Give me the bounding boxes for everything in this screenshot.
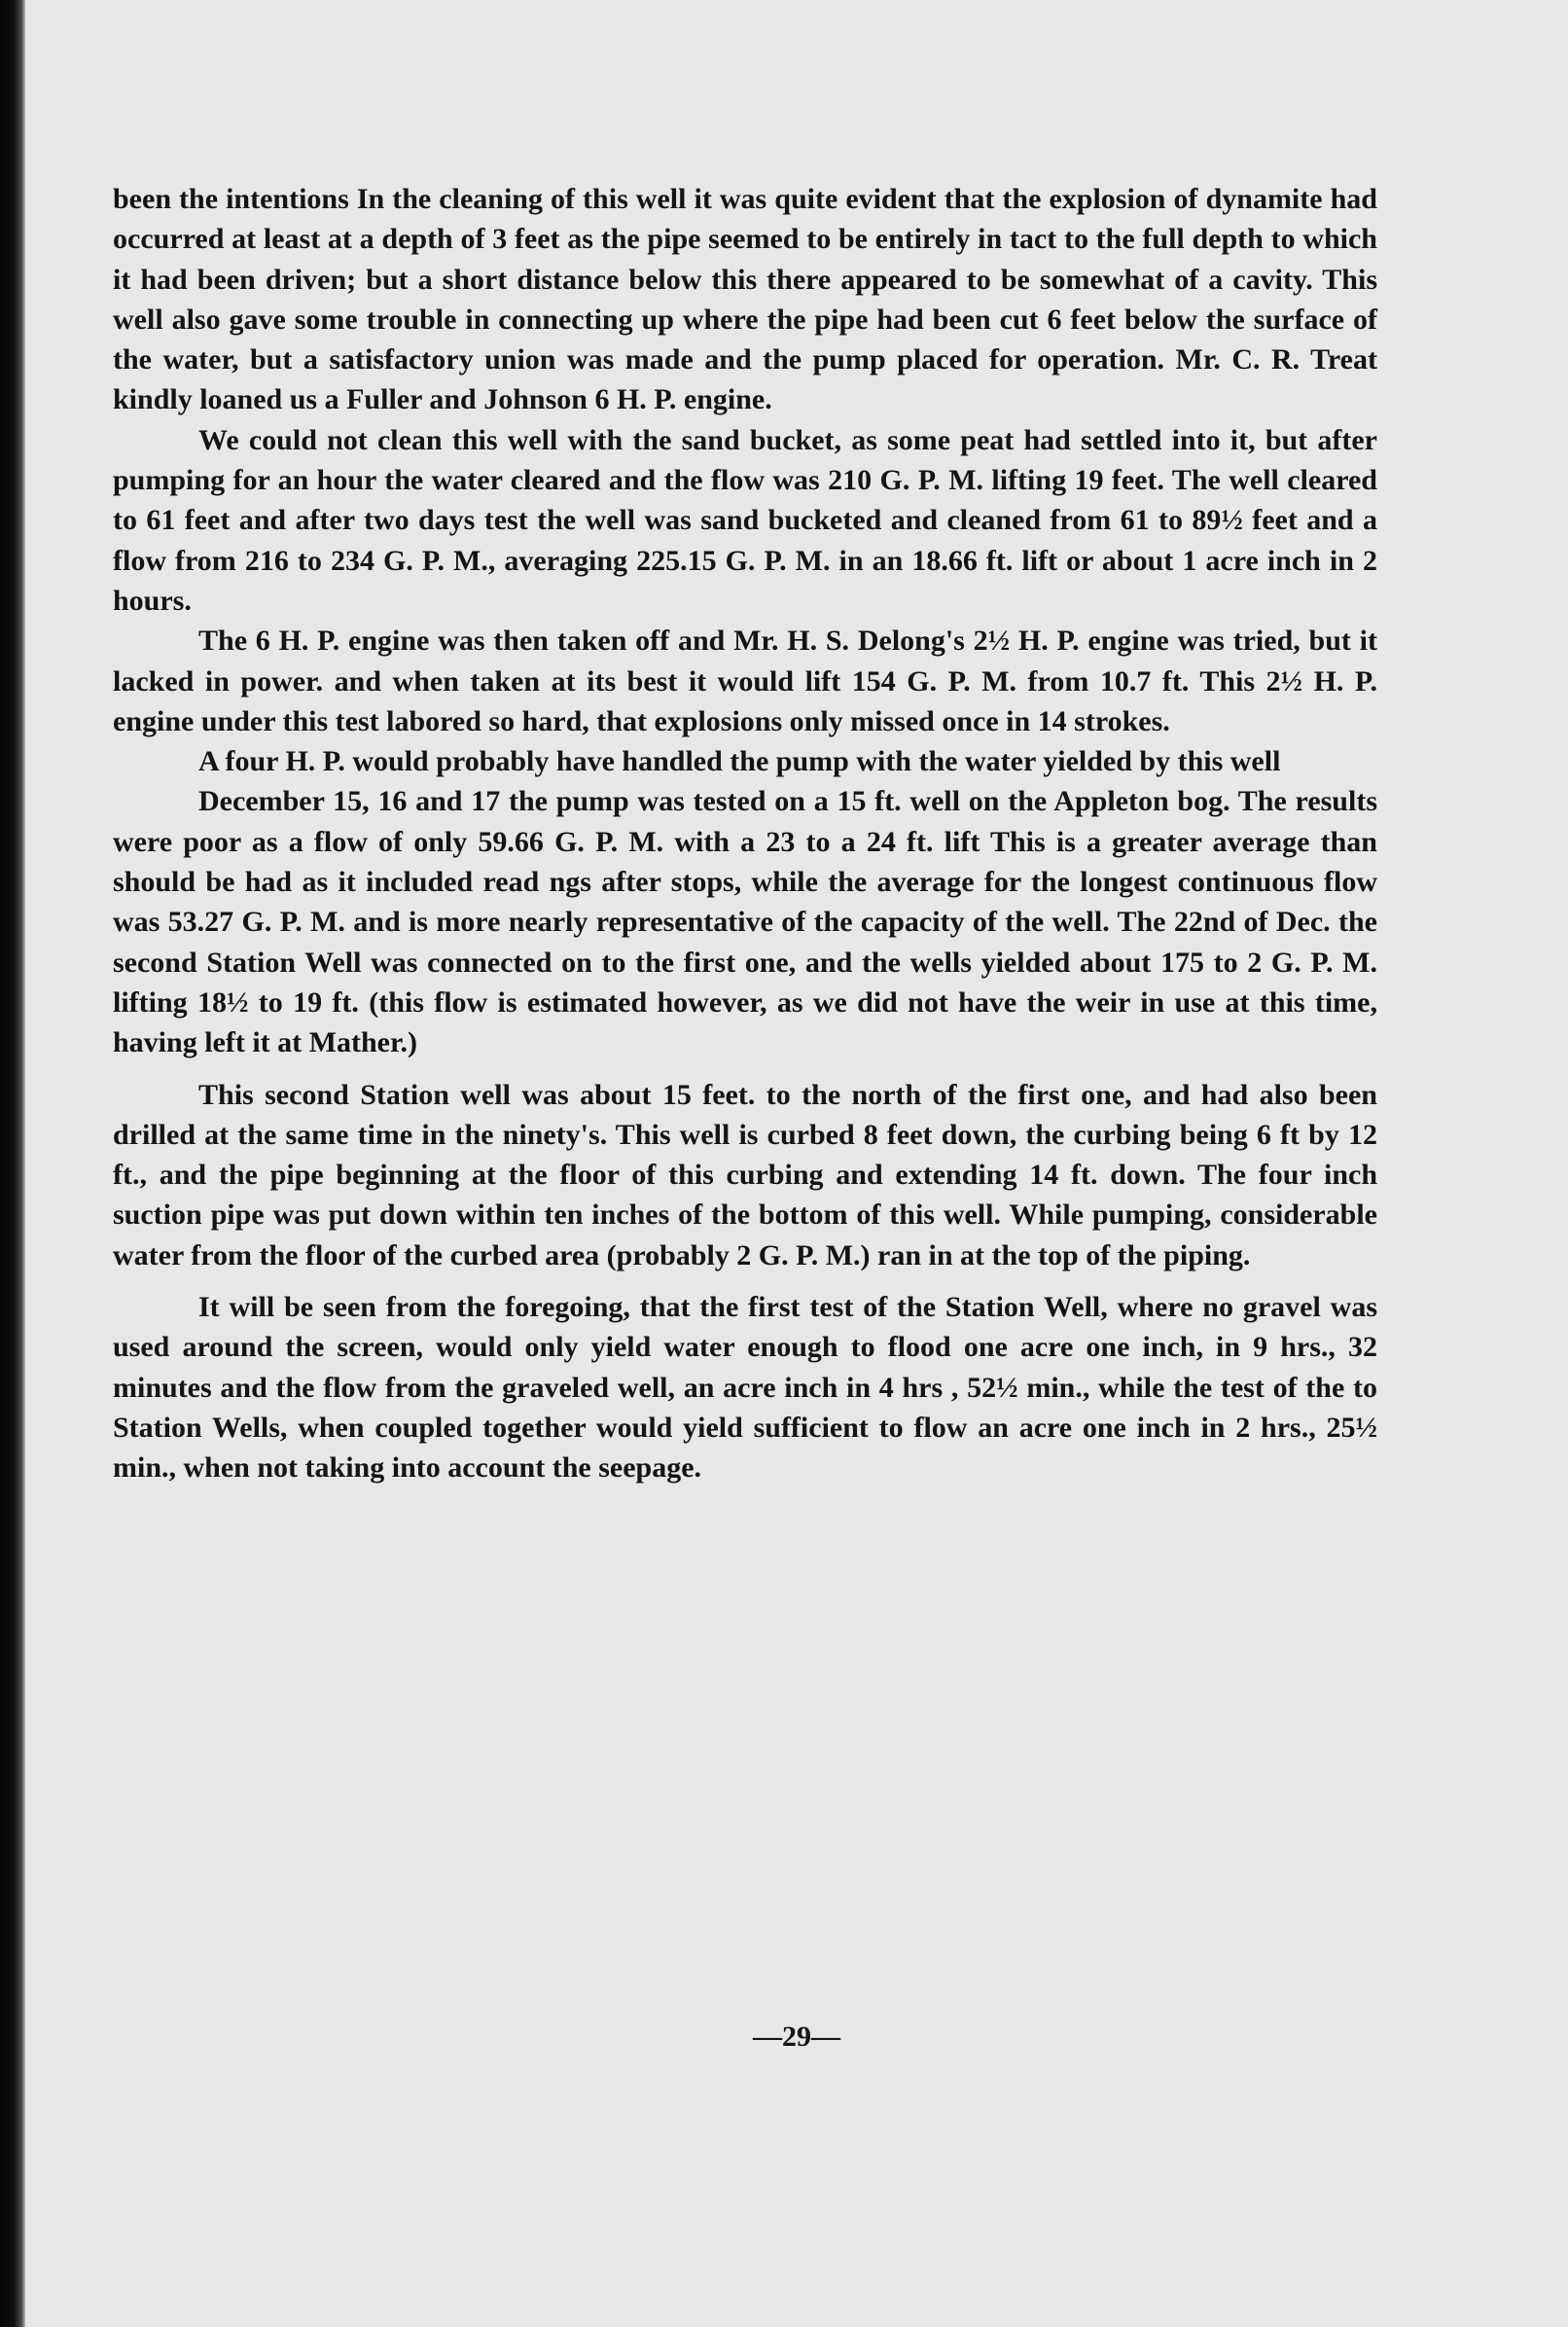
paragraph-1: been the intentions In the cleaning of this well it was quite evident that the explosion of dynamite had occurred at least at a depth of 3 feet as the pipe seemed to be entirely in tact to the full depth to which it had been driven; but a short distance below this there appeared to be somewhat of a cavity. This well also gave some trouble in connecting up where the pipe had been cut 6 feet below the surface of the water, but a satisfactory union was made and the pump placed for operation. Mr. C. R. Treat kindly loaned us a Fuller and Johnson 6 H. P. engine. xyxy=(113,183,1377,416)
paragraph-6: This second Station well was about 15 feet. to the north of the first one, and had also been drilled at the same time in the ninety's. This well is curbed 8 feet down, the curbing being 6 ft by 12 ft., and the pipe beginning at the floor of this curbing and extending 14 ft. down. The four inch suction pipe was put down within ten inches of the bottom of this well. While pumping, considerable water from the floor of the curbed area (probably 2 G. P. M.) ran in at the top of the piping. xyxy=(113,1078,1377,1271)
paragraph-5: December 15, 16 and 17 the pump was tested on a 15 ft. well on the Appleton bog. The results were poor as a flow of only 59.66 G. P. M. with a 23 to a 24 ft. lift This is a greater average than should be had as it included read ngs after stops, while the average for the longest continuous flow was 53.27 G. P. M. and is more nearly representative of the capacity of the well. The 22nd of Dec. the second Station Well was connected on to the first one, and the wells yielded about 175 to 2 G. P. M. lifting 18½ to 19 ft. (this flow is estimated however, as we did not have the weir in use at this time, having left it at Mather.) xyxy=(113,785,1377,1059)
page-number: —29— xyxy=(753,2021,840,2053)
document-page xyxy=(25,0,1568,2327)
body-text xyxy=(113,179,1377,1488)
paragraph-2: We could not clean this well with the sand bucket, as some peat had settled into it, but after pumping for an hour the water cleared and the flow was 210 G. P. M. lifting 19 feet. The well cleared to 61 feet and after two days test the well was sand bucketed and cleaned from 61 to 89½ feet and a flow from 216 to 234 G. P. M., averaging 225.15 G. P. M. in an 18.66 ft. lift or about 1 acre inch in 2 hours. xyxy=(113,423,1377,617)
paragraph-4: A four H. P. would probably have handled the pump with the water yielded by this well xyxy=(198,745,1281,778)
paragraph-7: It will be seen from the foregoing, that the first test of the Station Well, where no gravel was used around the screen, would only yield water enough to flood one acre one inch, in 9 hrs., 32 minutes and the flow from the graveled well, an acre inch in 4 hrs , 52½ min., while the test of the to Station Wells, when coupled together would yield sufficient to flow an acre one inch in 2 hrs., 25½ min., when not taking into account the seepage. xyxy=(113,1291,1377,1485)
paragraph-3: The 6 H. P. engine was then taken off and Mr. H. S. Delong's 2½ H. P. engine was tried, but it lacked in power. and when taken at its best it would lift 154 G. P. M. from 10.7 ft. This 2½ H. P. engine under this test labored so hard, that explosions only missed once in 14 strokes. xyxy=(113,625,1377,737)
book-spine-shadow xyxy=(0,0,25,2327)
